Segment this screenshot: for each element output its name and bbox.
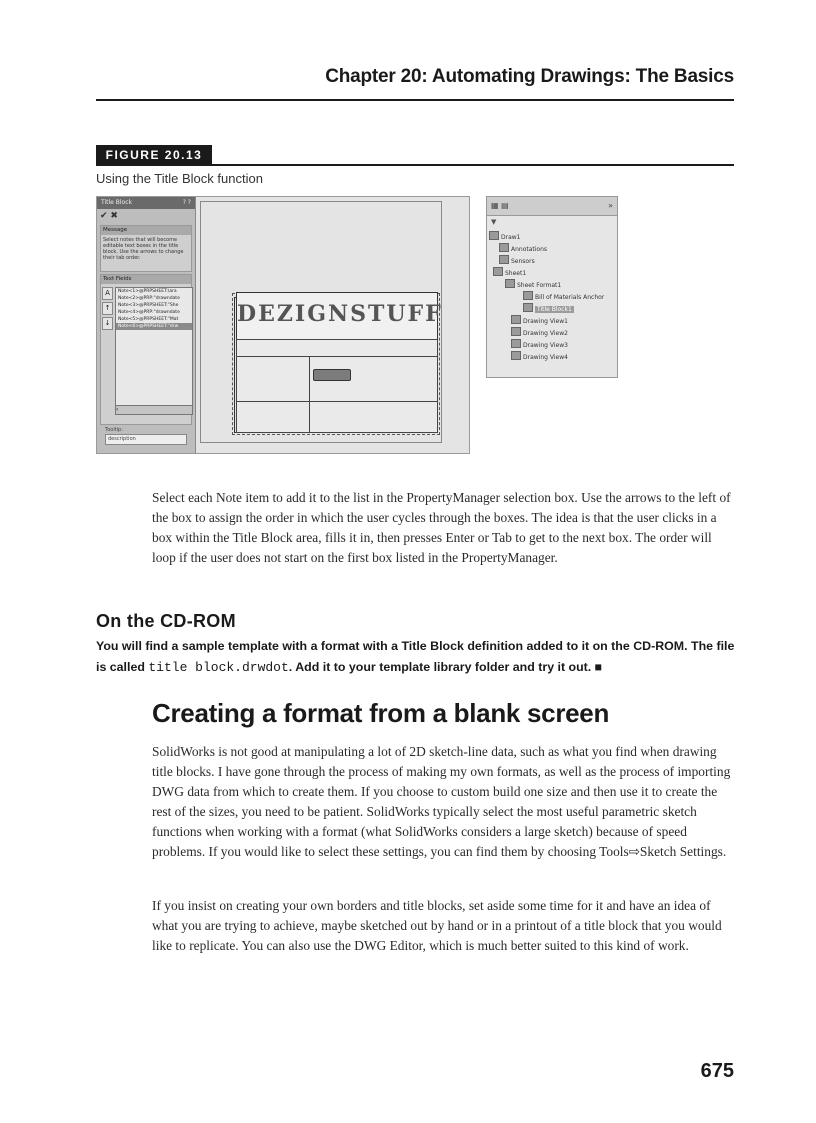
- filter-icon[interactable]: ▼: [491, 218, 497, 226]
- tree-item-sheet-format[interactable]: Sheet Format1: [505, 279, 561, 289]
- tree-item-sensors[interactable]: Sensors: [499, 255, 535, 265]
- section-title: Creating a format from a blank screen: [152, 698, 610, 728]
- drawing-view-icon: [511, 351, 521, 360]
- body-paragraph-2: SolidWorks is not good at manipulating a lot of 2D sketch-line data, such as what you find when drawing title blocks. I have gone through the process of making my own formats, as well as the process of importing DWG data from which to create them. If you choose to custom build one size and then use it to create the rest of the sizes, you need to be patient. SolidWorks typically select the most useful parametric sketch functions when working with a format (what SolidWorks considers a large sketch) because of speed problems. If you would like to select these settings, you can find them by choosing Tools⇨Sketch Settings.: [152, 744, 731, 859]
- note-icon[interactable]: A: [102, 287, 113, 300]
- drawing-view-icon: [511, 315, 521, 324]
- pm-ok-cancel[interactable]: ✔ ✖: [100, 211, 118, 221]
- pm-help-icon[interactable]: ? ?: [182, 199, 191, 206]
- text-fields-list[interactable]: [115, 287, 193, 407]
- selected-note-highlight[interactable]: [313, 369, 351, 381]
- tree-item-sheet1[interactable]: Sheet1: [493, 267, 526, 277]
- list-item[interactable]: Note<5>@PRPSHEET:"Mat: [118, 317, 179, 322]
- tree-item-drawing-view2[interactable]: Drawing View2: [511, 327, 568, 337]
- figure-caption: Using the Title Block function: [96, 171, 263, 186]
- logo-text: DEZIGNSTUFF: [237, 301, 443, 327]
- title-block-row: [236, 401, 310, 433]
- body-paragraph-1: Select each Note item to add it to the list in the PropertyManager selection box. Use the arrows to the left of the box to assign the order in which the user cycles through the boxes. The idea is that the user clicks in a box within the Title Block area, fills it in, then presses Enter or Tab to get to the next box. The order will loop if the user does not start on the first box listed in the PropertyManager.: [152, 490, 731, 565]
- tree-item-drawing-view3[interactable]: Drawing View3: [511, 339, 568, 349]
- sensor-icon: [499, 255, 509, 264]
- text-fields-section: [100, 274, 192, 425]
- figure-rule: [96, 164, 734, 166]
- message-text: Select notes that will become editable text boxes in the title block. Use the arrows to change their tab order.: [103, 237, 184, 261]
- tree-item-annotations[interactable]: Annotations: [499, 243, 547, 253]
- cd-filename: title block.drwdot: [148, 660, 289, 675]
- feature-tree: [486, 196, 618, 378]
- cd-text-before: You will find a sample template with a format with a Title Block definition added to it on the CD-ROM. The file is called: [96, 639, 735, 674]
- drawing-view-icon: [511, 339, 521, 348]
- page-number: 675: [700, 1060, 734, 1082]
- annotations-icon: [499, 243, 509, 252]
- chapter-header: Chapter 20: Automating Drawings: The Basics: [325, 66, 734, 87]
- arrow-down-icon[interactable]: ↓: [102, 317, 113, 330]
- header-rule: [96, 99, 734, 101]
- tooltip-input[interactable]: description: [105, 434, 187, 445]
- list-item-selected[interactable]: Note<6>@PRPSHEET:"drw: [116, 323, 192, 330]
- list-item[interactable]: Note<2>@PRP:"drawndate: [118, 296, 180, 301]
- company-logo: [236, 292, 443, 340]
- tree-item-drawing-view1[interactable]: Drawing View1: [511, 315, 568, 325]
- tree-toolbar[interactable]: ▦ ▤ »: [487, 197, 617, 216]
- tree-item-title-block[interactable]: Title Block1: [523, 303, 574, 313]
- body-paragraph-3: If you insist on creating your own borders and title blocks, set aside some time for it and have an idea of what you are trying to achieve, maybe sketched out by hand or in a printout of a title block that you would like to replicate. You can also use the DWG Editor, which is much better suited to this kind of work.: [152, 898, 722, 953]
- arrow-up-icon[interactable]: ↑: [102, 302, 113, 315]
- cd-text-after: . Add it to your template library folder and try it out. ■: [288, 660, 603, 674]
- figure-label: FIGURE 20.13: [96, 145, 212, 165]
- sheet-format-icon: [505, 279, 515, 288]
- sheet-icon: [493, 267, 503, 276]
- list-item[interactable]: Note<4>@PRP:"drawndate: [118, 310, 180, 315]
- title-block-row: [309, 401, 438, 433]
- cd-rom-text: [96, 636, 736, 678]
- pm-titlebar: [97, 197, 195, 209]
- pm-title: Title Block: [101, 199, 132, 206]
- title-block-row: [236, 356, 310, 402]
- cd-rom-heading: On the CD-ROM: [96, 611, 236, 631]
- drawing-icon: [489, 231, 499, 240]
- tree-item-draw1[interactable]: Draw1: [489, 231, 521, 241]
- title-block-row: [236, 339, 438, 357]
- horizontal-scrollbar[interactable]: ‹: [115, 405, 193, 415]
- tooltip-label: Tooltip:: [105, 427, 123, 433]
- tree-item-bom-anchor[interactable]: Bill of Materials Anchor: [523, 291, 604, 301]
- message-header[interactable]: Message: [101, 226, 191, 235]
- message-section: [100, 225, 192, 272]
- drawing-view-icon: [511, 327, 521, 336]
- list-item[interactable]: Note<1>@PRPSHEET:\ara: [118, 289, 177, 294]
- bom-anchor-icon: [523, 291, 533, 300]
- text-fields-header[interactable]: Text Fields: [101, 275, 191, 284]
- property-manager: [97, 197, 196, 453]
- list-item[interactable]: Note<3>@PRPSHEET:"She: [118, 303, 179, 308]
- tree-item-drawing-view4[interactable]: Drawing View4: [511, 351, 568, 361]
- title-block-icon: [523, 303, 533, 312]
- figure-screenshot: [96, 196, 470, 454]
